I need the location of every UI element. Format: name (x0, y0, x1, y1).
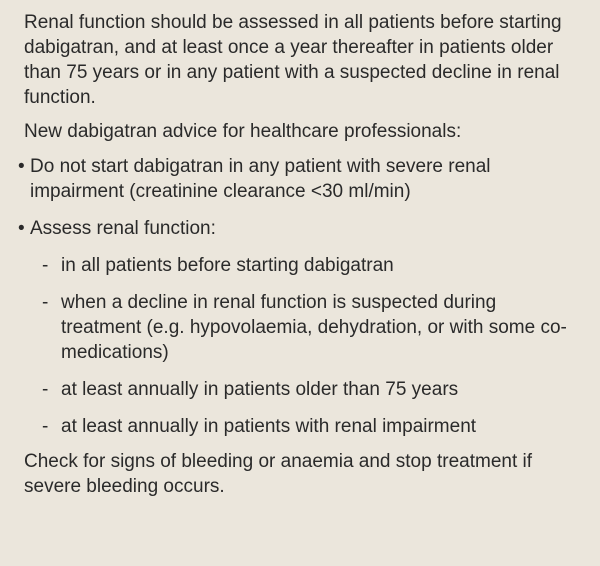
dash-marker: - (42, 416, 49, 437)
dash-marker: - (42, 379, 49, 400)
bullet-marker: • (18, 156, 25, 177)
assessment-sub-list (42, 253, 580, 439)
bullet-item-assess-renal (18, 216, 580, 241)
bullet-marker: • (18, 218, 25, 239)
sub-item-text: when a decline in renal function is suspected during treatment (e.g. hypovolaemia, dehydration, or with some co-medications) (61, 292, 567, 363)
sub-item-text: at least annually in patients with renal impairment (61, 416, 477, 437)
intro-paragraph: Renal function should be assessed in all patients before starting dabigatran, and at least once a year thereafter in patients older than 75 years or in any patient with a suspected decline in renal function. (24, 12, 562, 108)
bullet-text: Assess renal function: (30, 218, 216, 239)
advice-heading: New dabigatran advice for healthcare professionals: (24, 121, 462, 142)
dash-marker: - (42, 255, 49, 276)
sub-list-item (42, 414, 580, 439)
bullet-item-severe-impairment (18, 154, 580, 204)
sub-list-item (42, 253, 580, 278)
closing-paragraph: Check for signs of bleeding or anaemia and stop treatment if severe bleeding occurs. (24, 451, 533, 497)
bullet-text: Do not start dabigatran in any patient with severe renal impairment (creatinine clearance <30 ml/min) (30, 156, 491, 202)
dash-marker: - (42, 292, 49, 313)
sub-list-item (42, 377, 580, 402)
sub-list-item (42, 290, 580, 365)
sub-item-text: in all patients before starting dabigatran (61, 255, 394, 276)
sub-item-text: at least annually in patients older than 75 years (61, 379, 459, 400)
